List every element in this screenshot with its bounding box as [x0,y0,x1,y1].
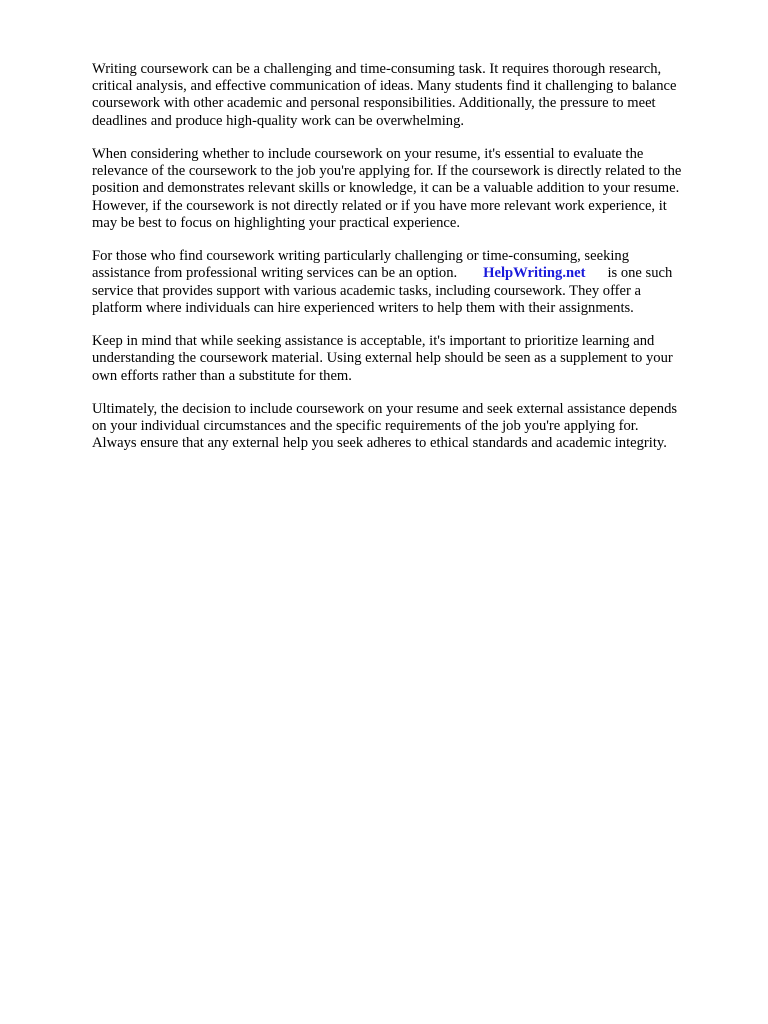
text-line: However, if the coursework is not directly related or if you have more relevant work experience, it [92,197,667,214]
text-line: on your individual circumstances and the specific requirements of the job you're applying for. [92,418,639,435]
text-line: Writing coursework can be a challenging and time-consuming task. It requires thorough research, [92,61,662,77]
helpwriting-link[interactable]: HelpWriting.net [483,265,586,282]
text-line: may be best to focus on highlighting your practical experience. [92,214,460,231]
text-line: position and demonstrates relevant skills or knowledge, it can be a valuable addition to your resume. [92,180,680,197]
text-line: own efforts rather than a substitute for them. [92,367,352,384]
text-line: Ultimately, the decision to include coursework on your resume and seek external assistance depends [92,401,678,417]
text-line: When considering whether to include coursework on your resume, it's essential to evaluate the [92,146,644,162]
paragraph-prioritize-learning [92,333,732,385]
text-line: coursework with other academic and personal responsibilities. Additionally, the pressure to meet [92,95,656,112]
document-body [92,61,732,469]
paragraph-intro [92,61,732,130]
text-line: relevance of the coursework to the job you're applying for. If the coursework is directly related to the [92,163,682,180]
text-segment: is one such [607,265,673,282]
text-line: service that provides support with various academic tasks, including coursework. They offer a [92,282,642,299]
text-segment: assistance from professional writing services can be an option. [92,265,458,282]
text-line: understanding the coursework material. Using external help should be seen as a supplement to your [92,350,673,367]
paragraph-conclusion [92,401,732,453]
text-line-with-link [92,265,732,282]
text-line: For those who find coursework writing particularly challenging or time-consuming, seeking [92,248,630,265]
text-line: Keep in mind that while seeking assistance is acceptable, it's important to prioritize learning and [92,333,655,350]
text-line: deadlines and produce high-quality work can be overwhelming. [92,112,465,129]
paragraph-resume-relevance [92,146,732,232]
paragraph-writing-services [92,248,732,317]
text-line: platform where individuals can hire experienced writers to help them with their assignments. [92,299,634,316]
text-line: critical analysis, and effective communication of ideas. Many students find it challenging to balance [92,78,677,95]
text-line: Always ensure that any external help you seek adheres to ethical standards and academic integrity. [92,435,667,452]
